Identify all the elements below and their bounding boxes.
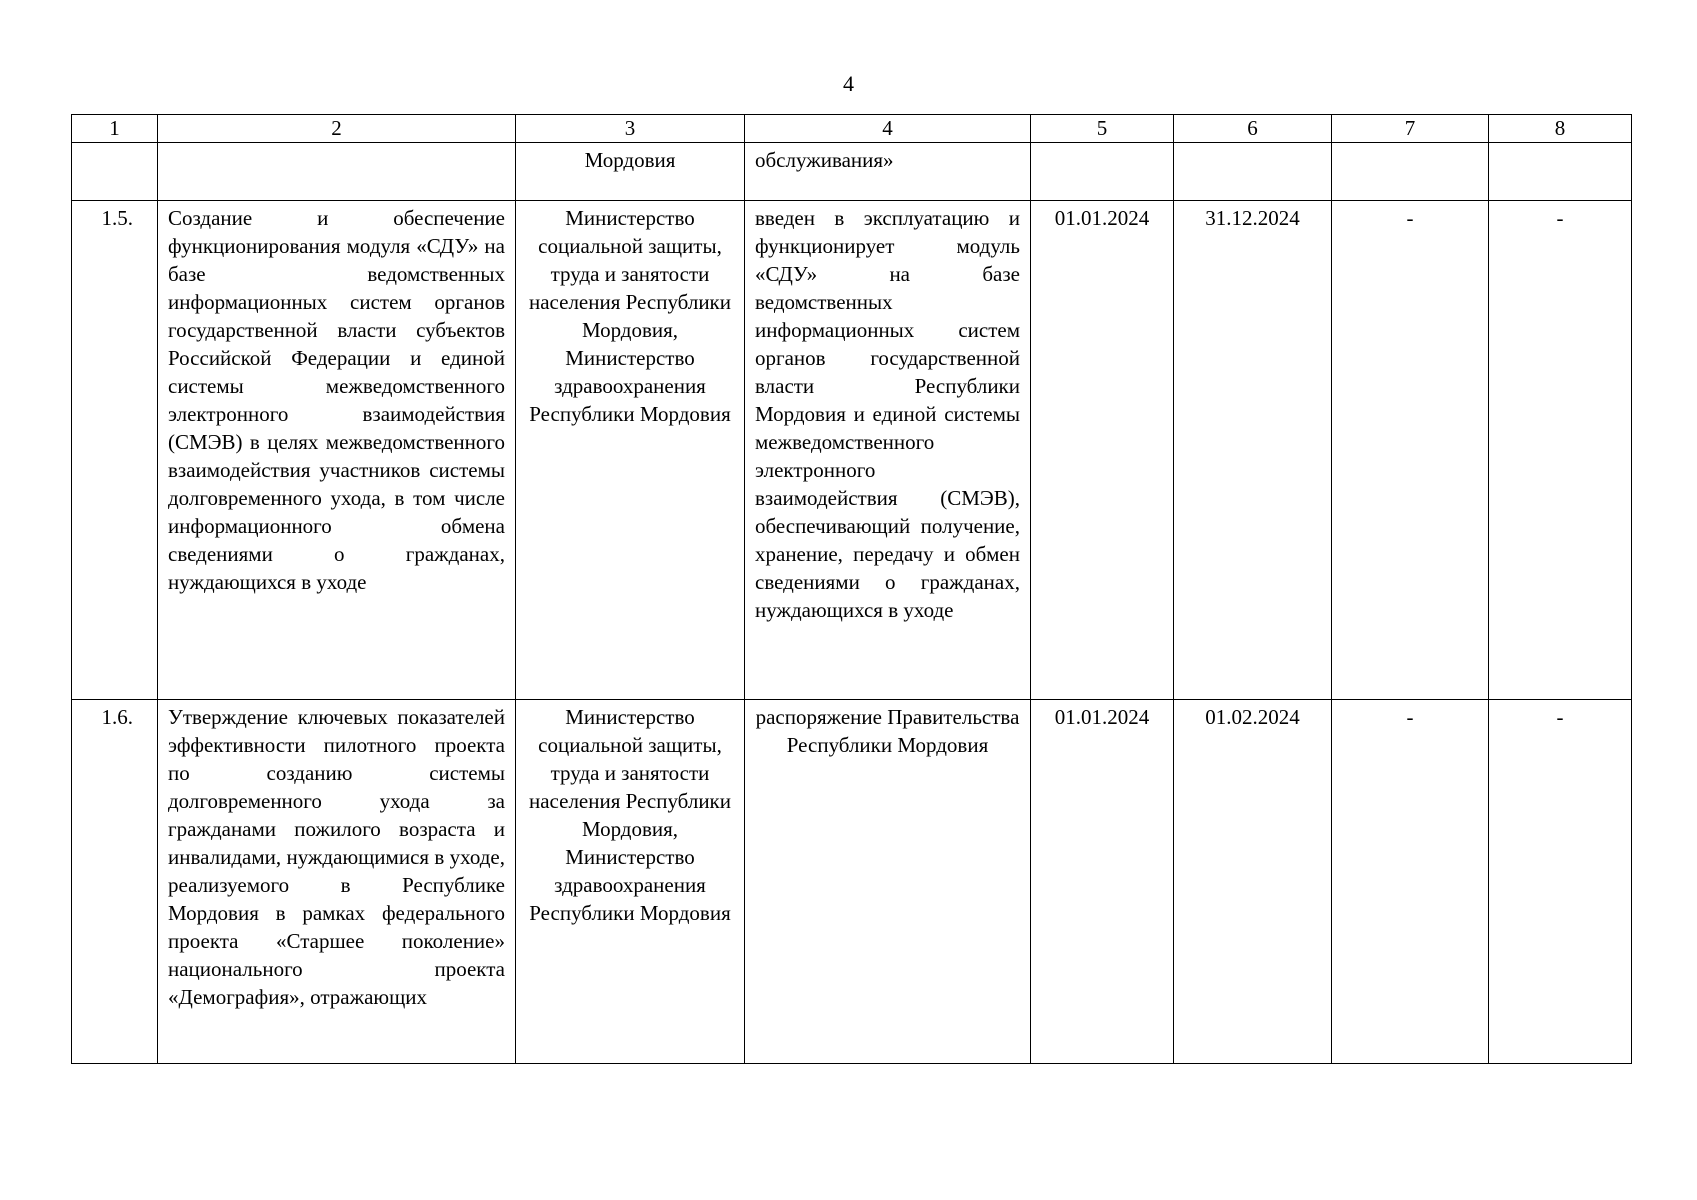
measure-cell <box>158 143 516 201</box>
col8-cell <box>1489 143 1632 201</box>
result-cell: введен в эксплуатацию и функционирует модуль «СДУ» на базе ведомственных информационных систем органов государственной власти Республики Мордовия и единой системы межведомственного электронного взаимодействия (СМЭВ), обеспечивающий получение, хранение, передачу и обмен сведениями о гражданах, нуждающихся в уходе <box>745 201 1031 700</box>
column-header: 8 <box>1489 115 1632 143</box>
column-header: 3 <box>516 115 745 143</box>
row-number <box>72 143 158 201</box>
table-row <box>72 700 1632 1064</box>
start-date-cell: 01.01.2024 <box>1031 700 1174 1064</box>
row-number: 1.6. <box>72 700 158 1064</box>
col7-cell: - <box>1332 700 1489 1064</box>
column-header: 4 <box>745 115 1031 143</box>
col7-cell <box>1332 143 1489 201</box>
table-header-row <box>72 115 1632 143</box>
end-date-cell: 31.12.2024 <box>1174 201 1332 700</box>
column-header: 1 <box>72 115 158 143</box>
table-row <box>72 143 1632 201</box>
row-number: 1.5. <box>72 201 158 700</box>
measure-cell: Создание и обеспечение функционирования модуля «СДУ» на базе ведомственных информационных систем органов государственной власти субъектов Российской Федерации и единой системы межведомственного электронного взаимодействия (СМЭВ) в целях межведомственного взаимодействия участников системы долговременного ухода, в том числе информационного обмена сведениями о гражданах, нуждающихся в уходе <box>158 201 516 700</box>
column-header: 7 <box>1332 115 1489 143</box>
result-cell: распоряжение Правительства Республики Мордовия <box>745 700 1031 1064</box>
result-cell: обслуживания» <box>745 143 1031 201</box>
end-date-cell <box>1174 143 1332 201</box>
col8-cell: - <box>1489 201 1632 700</box>
page-number: 4 <box>843 71 854 96</box>
column-header: 6 <box>1174 115 1332 143</box>
col8-cell: - <box>1489 700 1632 1064</box>
col7-cell: - <box>1332 201 1489 700</box>
table-row <box>72 201 1632 700</box>
responsible-cell: Министерство социальной защиты, труда и занятости населения Республики Мордовия, Министерство здравоохранения Республики Мордовия <box>516 700 745 1064</box>
start-date-cell: 01.01.2024 <box>1031 201 1174 700</box>
column-header: 5 <box>1031 115 1174 143</box>
responsible-cell: Министерство социальной защиты, труда и занятости населения Республики Мордовия, Министерство здравоохранения Республики Мордовия <box>516 201 745 700</box>
measure-cell: Утверждение ключевых показателей эффективности пилотного проекта по созданию системы долговременного ухода за гражданами пожилого возраста и инвалидами, нуждающимися в уходе, реализуемого в Республике Мордовия в рамках федерального проекта «Старшее поколение» национального проекта «Демография», отражающих <box>158 700 516 1064</box>
responsible-cell: Мордовия <box>516 143 745 201</box>
end-date-cell: 01.02.2024 <box>1174 700 1332 1064</box>
start-date-cell <box>1031 143 1174 201</box>
activities-table <box>71 114 1632 1064</box>
column-header: 2 <box>158 115 516 143</box>
